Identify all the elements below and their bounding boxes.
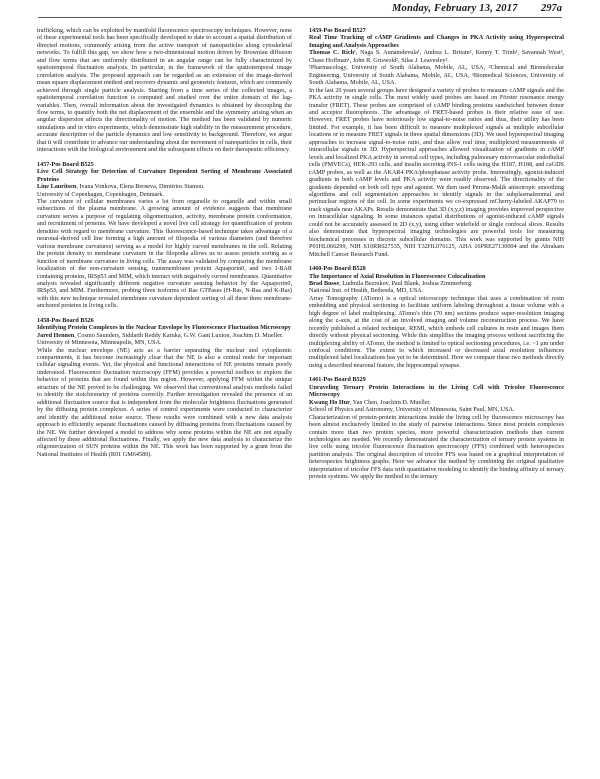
abstract-title: Unraveling Ternary Protein Interactions in the Living Cell with Tricolor Fluorescence Microscopy bbox=[309, 383, 564, 399]
page-header bbox=[0, 0, 600, 24]
page-number: 297a bbox=[541, 3, 562, 14]
presenting-author: Line Lauritsen bbox=[37, 183, 77, 191]
abstract-board: 1458-Pos Board B526 bbox=[37, 316, 94, 324]
abstract-affiliation: School of Physics and Astronomy, University of Minnesota, Saint Paul, MN, USA. bbox=[309, 406, 515, 414]
abstract-authors bbox=[309, 49, 564, 64]
abstract-body: The curvature of cellular membranes varies a lot from organelle to organelle and within small subsections of the plasma membrane. A growing amount of evidence suggests that membrane curvature serves a purpose of regulating oligomerization, activity, membrane protein conformation, and recruitment of proteins. We have developed a novel live cell strategy for quantification of protein densities with regard to membrane curvature. This fluorescence-based technique takes advantage of a neuronal-derived cell line forming a high amount of filopodia of various diameters (and therefore various membrane curvatures) serving as a model for highly curved membranes in the cell. Relating the protein density to membrane curvature in the filopodia allows us to assess protein sorting as a function of membrane curvature in living cells. The assay was validated by comparing the membrane localization of the non-curvature sensing, transmembrane protein Aquaporin0, and two I-BAR containing proteins, IRSp53 and MIM, which interact with negatively curved membranes. Quantitative analysis revealed significantly different negative curvature sensing behavior by the Aquaporin0, IRSp53, and MIM. Furthermore, probing three isoforms of Ras GTPases (H-Ras, N-Ras and K-Ras) with this new technique revealed membrane curvature dependent sorting of all these three membrane-anchored proteins in living cells. bbox=[37, 197, 292, 310]
continuation-text: trafficking, which can be exploited by manifold fluorescence spectroscopy techniques. However, none of these experimental tools has been specifically developed to date to account a spatial distribution of directed motions, commonly arising from the active transport of nanoparticles along cytoskeletal networks. To fulfill this gap, we show how a two-dimensional motion driven by Brownian diffusion and flow terms that are uniformly distributed in an angular range can be fully characterized by spatiotemporal fluctuation analysis. In particular, in the framework of the spatiotemporal image correlation analysis. The proposed approach can be regarded as an extension of the image-derived mean square displacement method and recovers dynamic and geometric features, which are commonly achieved through single particle analysis. Starting from a time series of the collected images, a spatiotemporal correlation function is computed and studied over the entire domain of the lag-variables. Then, overall information about the investigated dynamics is obtained by decoupling the flow terms, to quantify both the net displacement of the ensemble and the symmetry arising when an angular dispersion affects the directionality of motion. The method has been validated by numeric simulations and in vitro experiments, which demonstrate high stability in the measurement procedure, accurate description of the particle dynamics and low sensitivity to background. Therefore, we argue that it will contribute to advance our understanding about the movement of nanoparticles in cells, their interactions with the biological environment and the subsequent effects on their therapeutic efficiency. bbox=[37, 27, 292, 154]
abstract-body: Characterization of protein-protein interactions inside the living cell by fluorescence microscopy has been almost exclusively limited to the study of pairwise interactions. Since most protein complexes contain more than two protein species, more powerful characterization methods than current technologies are needed. We recently demonstrated the characterization of ternary protein systems in live cells using tricolor fluorescence fluctuation spectroscopy (FFS) combined with heterospecies partition analysis. The original description of tricolor FFS was based on a graphical interpretation of heterospecies brightness graphs. Here we advance the method by combining the original qualitative interpretation of tricolor FFS data with quantitative modeling to identify the binding affinity of ternary protein systems. We apply the method to the ternary bbox=[309, 413, 564, 481]
abstract-title: Live Cell Strategy for Detection of Curvature Dependent Sorting of Membrane Associated Proteins bbox=[37, 168, 292, 183]
abstract-1460 bbox=[309, 265, 564, 369]
abstract-authors bbox=[309, 399, 564, 406]
abstract-affiliation: University of Copenhagen, Copenhagen, Denmark. bbox=[37, 190, 164, 198]
abstract-authors bbox=[37, 183, 292, 190]
abstract-title: Identifying Protein Complexes in the Nuclear Envelope by Fluorescence Fluctuation Microscopy bbox=[37, 324, 291, 332]
issue-date: Monday, February 13, 2017 bbox=[392, 3, 518, 14]
abstract-board: 1461-Pos Board B529 bbox=[309, 376, 366, 384]
abstract-1461 bbox=[309, 376, 564, 480]
abstract-1458 bbox=[37, 317, 292, 459]
header-rule bbox=[38, 17, 562, 18]
abstract-1459 bbox=[309, 27, 564, 258]
right-column bbox=[309, 27, 564, 772]
abstract-board: 1460-Pos Board B528 bbox=[309, 265, 366, 273]
presenting-author: Brad Busse bbox=[309, 279, 340, 287]
left-column bbox=[37, 27, 292, 772]
abstract-title: The Importance of Axial Resolution in Fluorescence Colocalization bbox=[309, 272, 486, 280]
abstract-body: Array Tomography (ATomo) is a optical microscopy technique that uses a combination of resin embedding and physical sectioning to facilitate uniform labeling throughout a tissue volume with a high degree of label multiplexing. ATomo's thin (70 nm) sections produce super-resolution imaging along the z-axis, at the cost of an involved imaging and volume reconstruction process. We have recently published a related technique, REMI, which embeds cell cultures in resin and images them directly without physical sectioning. While this simplifies the imaging process without sacrificing the multiplexing ability of ATomo, the method is limited to optical sectioning procedures, i.e. ~1 μm under confocal conditions. The extent to which increased or decreased axial resolution influences multiplexed label localizations has yet to be determined. Here we compare these two methods directly using a described neuronal feature, the hippocampal synapse. bbox=[309, 294, 564, 369]
presenting-author: Kwang Ho Hur bbox=[309, 398, 350, 406]
abstract-body: In the last 20 years several groups have designed a variety of probes to measure cAMP signals and the PKA activity in single cells. The most widely used probes are based on Förster resonance energy transfer (FRET). These probes are comprised of cAMP binding proteins sandwiched between donor and acceptor fluorophores. The advantage of FRET-based probes is their relative ease of use. However, FRET probes have notoriously low signal-to-noise ratios and thus, their utility has been limited. For example, it has been difficult to measure multiplexed signals at multiple subcellular locations or to measure FRET signals in three spatial dimensions (3D). We used hyperspectral imaging approaches to increase signal-to-noise ratio, and thus allow real time, multiplexed measurements of intracellular signals in 3D. Hyperspectral approaches allowed visualization of gradients in cAMP levels and localized PKA activity in several cell types, including pulmonary microvascular endothelial cells (PMVECs), HEK-293 cells, and insulin secreting INS-1 cells using the H187, H188, and caGDS cAMP probes, as well as the AKAR4 PKA/phosphatase activity probe. Interestingly, agonist-induced gradients in both cAMP levels and PKA activity were readily observed. The directionality of the gradients depended on both cell type and agonist. We then used Perona-Malik anisotropic smoothing algorithms and cell segmentation approaches to identify signals in the subplasmalemmal and perinuclear regions of the cell. In some experiments we co-expressed mCherry-labeled AKAP79 to track signals near AKAPs. Results demonstrate that 3D (x,y,z) imaging provides improved perspective on intracellular signaling. In some instances spatial distributions of agonist-induced cAMP signals could not be accurately assessed in 2D (x,y), using either widefield or single confocal slices. Results also demonstrate that hyperspectral imaging technologies are powerful tools for measuring biochemical processes in discrete subcellular domains. This work was supported by grants NIH P01HL066299, NIH S10RR027535, NIH T32HL076125, AHA 16PRE27130004 and the Abraham Mitchell Cancer Research Fund. bbox=[309, 86, 564, 258]
abstract-1457 bbox=[37, 161, 292, 310]
abstract-authors bbox=[37, 332, 292, 339]
abstract-body: While the nuclear envelope (NE) acts as a barrier separating the nuclear and cytoplasmic compartments, it has become increasingly clear that the NE is also a central node for important cellular signaling events. Yet, the physical and functional interactions of NE proteins remain poorly understood. Fluorescence fluctuation microscopy (FFM) provides a powerful toolbox to explore the behavior of proteins that are found within this region. However, applying FFM within the unique structure of the NE proved to be challenging. We observed that conventional analysis methods failed to identify the stoichiometry of proteins correctly. Further investigation revealed the presence of an additional fluctuation source that is independent from the molecular brightness fluctuations generated by the diffusing protein complexes. A series of control experiments were conducted to characterize and identify the additional noise source. These results were combined with a new data analysis approach to efficiently separate fluctuations caused by diffusing proteins from fluctuations caused by the NE. We further developed a model to address why some proteins within the NE are not equally affected by these additional fluctuations. Finally, we apply the new data analysis to characterize the oligomerization of SUN proteins within the NE. This work has been supported by a grant from the National Institutes of Health (R01 GM64589). bbox=[37, 346, 292, 458]
abstract-board: 1459-Pos Board B527 bbox=[309, 27, 366, 34]
co-authors: ¹, Naga S. Annamdevula¹, Andrea L. Britain¹, Kenny T. Trinh¹, Savannah West², Chase Hoffman¹, John R. Griswold², Silas J. Leavesley². bbox=[309, 49, 564, 64]
abstract-affiliation: ¹Pharmacology, University of South Alabama, Mobile, AL, USA, ²Chemical and Biomolecular Engineering, University of South Alabama, Mobile, AL, USA, ³Biomedical Sciences, University of South Alabama, Mobile, AL, USA. bbox=[309, 64, 564, 87]
abstract-authors bbox=[309, 280, 564, 287]
abstract-affiliation: National Inst. of Health, Bethesda, MD, USA. bbox=[309, 287, 424, 295]
co-authors: , Ivana Vonkova, Elena Berneva, Dimitrios Stamou. bbox=[76, 183, 205, 191]
co-authors: , Ludmila Bezrukov, Paul Blank, Joshua Zimmerberg. bbox=[339, 279, 473, 287]
abstract-title: Real Time Tracking of cAMP Gradients and Changes in PKA Activity using Hyperspectral Imaging and Analysis Approaches bbox=[309, 34, 564, 49]
co-authors: , Yan Chen, Joachim D. Mueller. bbox=[349, 398, 431, 406]
co-authors: , Cosmo Saunders, Siddarth Reddy Karuka, G.W. Gant Luxton, Joachim D. Mueller. bbox=[74, 331, 284, 339]
presenting-author: Thomas C. Rich bbox=[309, 49, 355, 57]
presenting-author: Jared Hennen bbox=[37, 331, 75, 339]
abstract-affiliation: University of Minnesota, Minneapolis, MN, USA. bbox=[37, 339, 162, 347]
abstract-board: 1457-Pos Board B525 bbox=[37, 160, 94, 168]
